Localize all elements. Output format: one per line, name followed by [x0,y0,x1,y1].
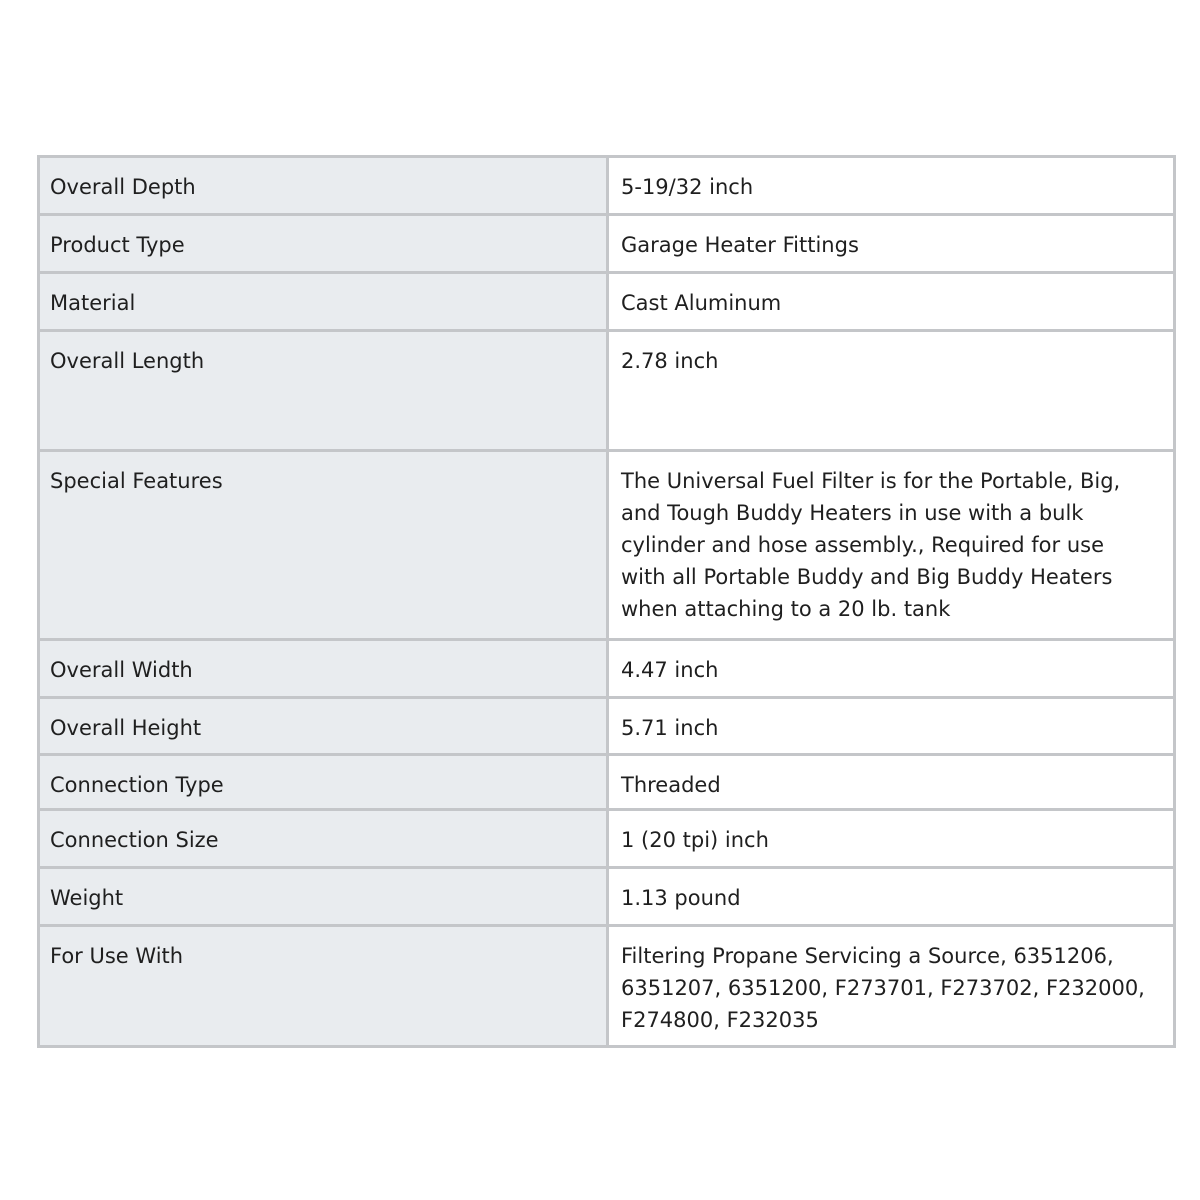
spec-label: Overall Width [39,640,608,698]
spec-value: 2.78 inch [608,331,1175,451]
spec-label: Weight [39,868,608,926]
spec-value: 5-19/32 inch [608,157,1175,215]
spec-label: Overall Length [39,331,608,451]
spec-value: Garage Heater Fittings [608,215,1175,273]
spec-row [39,273,1175,331]
spec-row [39,331,1175,451]
spec-value: 4.47 inch [608,640,1175,698]
spec-value: The Universal Fuel Filter is for the Portable, Big, and Tough Buddy Heaters in use with a bulk cylinder and hose assembly., Required for use with all Portable Buddy and Big Buddy Heaters when attaching to a 20 lb. tank [608,451,1175,640]
spec-value: 1.13 pound [608,868,1175,926]
spec-row [39,868,1175,926]
spec-row [39,698,1175,755]
spec-value: Filtering Propane Servicing a Source, 6351206, 6351207, 6351200, F273701, F273702, F232000, F274800, F232035 [608,926,1175,1047]
spec-value: Threaded [608,755,1175,810]
spec-value: Cast Aluminum [608,273,1175,331]
spec-label: Special Features [39,451,608,640]
spec-label: Overall Depth [39,157,608,215]
spec-row [39,640,1175,698]
spec-table [37,155,1176,1048]
spec-label: Connection Size [39,810,608,868]
spec-label: For Use With [39,926,608,1047]
spec-label: Product Type [39,215,608,273]
spec-row [39,215,1175,273]
spec-value: 5.71 inch [608,698,1175,755]
spec-label: Overall Height [39,698,608,755]
spec-row [39,810,1175,868]
spec-row [39,451,1175,640]
spec-value: 1 (20 tpi) inch [608,810,1175,868]
spec-row [39,157,1175,215]
spec-label: Connection Type [39,755,608,810]
spec-row [39,755,1175,810]
spec-row [39,926,1175,1047]
spec-label: Material [39,273,608,331]
